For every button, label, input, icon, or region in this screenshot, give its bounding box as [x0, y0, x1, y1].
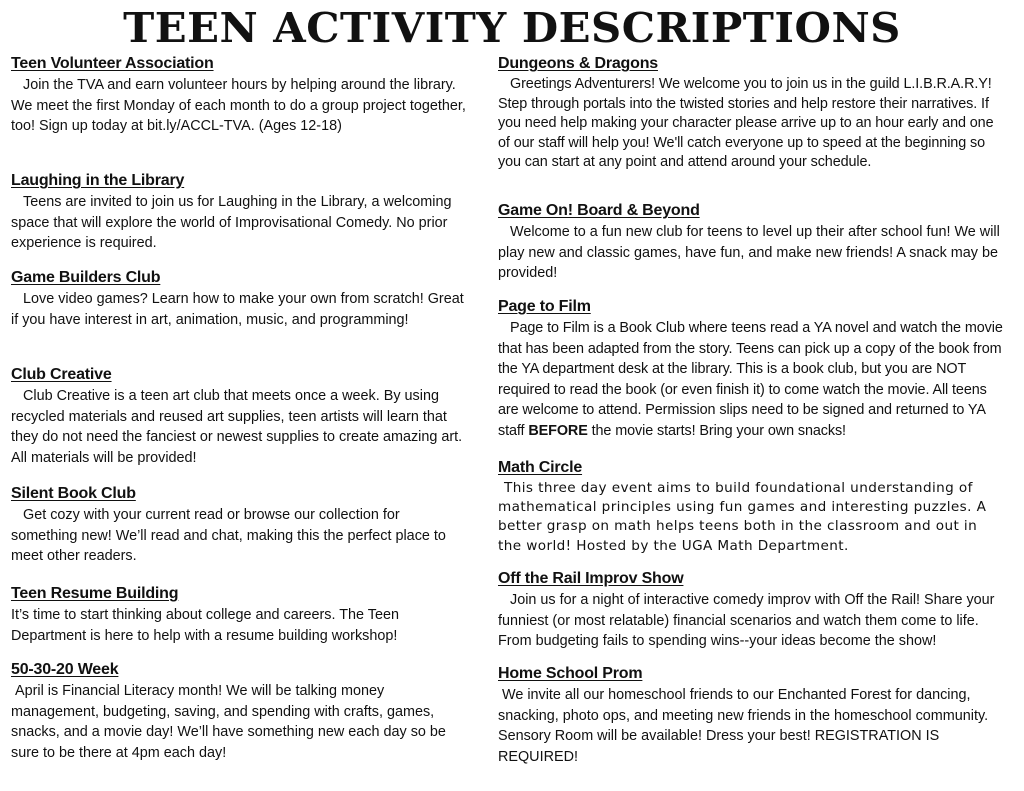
- page-title: TEEN ACTIVITY DESCRIPTIONS: [123, 4, 901, 52]
- section-heading: 50-30-20 Week: [11, 661, 119, 678]
- section-heading: Off the Rail Improv Show: [498, 570, 684, 587]
- section-heading: Teen Volunteer Association: [11, 55, 214, 72]
- section-description: [498, 318, 1003, 442]
- section-description: This three day event aims to build foundational understanding of mathematical principles using fun games and interesting puzzles. A better grasp on math helps teens both in the classroom and out in the world! Hosted by the UGA Math Department.: [498, 480, 987, 554]
- section-description: We invite all our homeschool friends to our Enchanted Forest for dancing, snacking, photo ops, and meeting new friends in the homeschool community. Sensory Room will be available! Dress your best! REGISTRATION IS REQUIRED!: [498, 687, 989, 765]
- section-heading: Game On! Board & Beyond: [498, 202, 700, 219]
- section-heading: Math Circle: [498, 459, 583, 476]
- section-description: Club Creative is a teen art club that meets once a week. By using recycled materials and reused art supplies, teen artists will learn that they do not need the fanciest or newest supplies to create amazing art. All materials will be provided!: [11, 388, 463, 466]
- section-heading: Laughing in the Library: [11, 172, 185, 189]
- section-heading: Home School Prom: [498, 665, 643, 682]
- section-description: It’s time to start thinking about college and careers. The Teen Department is here to help with a resume building workshop!: [11, 607, 399, 644]
- description-text: the movie starts! Bring your own snacks!: [587, 422, 846, 439]
- section-50-30-20-week: [11, 660, 469, 763]
- section-game-on-board-and-beyond: [498, 201, 1003, 284]
- description-text: Page to Film is a Book Club where teens read a YA novel and watch the movie that has been adapted from the story. Teens can pick up a copy of the book from the YA department desk at the library. This is a book club, but you are NOT required to read the book (or even finish it) to come watch the movie. All teens are welcome to attend. Permission slips need to be signed and returned to YA staff: [498, 320, 1003, 439]
- section-heading: Game Builders Club: [11, 269, 161, 286]
- section-description: Join us for a night of interactive comedy improv with Off the Rail! Share your funniest (or most relatable) financial scenarios and watch them come to life. From budgeting fails to spending wins--your ideas become the show!: [498, 592, 995, 650]
- section-description: Greetings Adventurers! We welcome you to join us in the guild L.I.B.R.A.R.Y! Step through portals into the twisted stories and help restore their narratives. If you need help making your character please arrive up to an hour early and one of our staff will help you! We'll catch everyone up to speed at the beginning so you can start at any point and attend around your schedule.: [498, 76, 994, 171]
- section-game-builders-club: [11, 268, 469, 330]
- section-heading: Club Creative: [11, 366, 112, 383]
- section-heading: Page to Film: [498, 298, 591, 315]
- section-laughing-in-the-library: [11, 171, 469, 254]
- section-off-the-rail-improv-show: [498, 569, 1003, 652]
- section-description: Welcome to a fun new club for teens to level up their after school fun! We will play new and classic games, have fun, and make new friends! A snack may be provided!: [498, 224, 1000, 282]
- section-teen-resume-building: [11, 584, 469, 646]
- section-math-circle: [498, 458, 1003, 556]
- section-heading: Silent Book Club: [11, 485, 136, 502]
- section-description: Get cozy with your current read or browse our collection for something new! We’ll read and chat, making this the perfect place to meet other readers.: [11, 507, 446, 565]
- section-page-to-film: [498, 297, 1003, 442]
- section-description: Teens are invited to join us for Laughing in the Library, a welcoming space that will explore the world of Improvisational Comedy. No prior experience is required.: [11, 194, 452, 252]
- section-description: Join the TVA and earn volunteer hours by helping around the library. We meet the first Monday of each month to do a group project together, too! Sign up today at bit.ly/ACCL-TVA. (Ages 12-18): [11, 77, 466, 135]
- section-silent-book-club: [11, 484, 469, 567]
- section-teen-volunteer-association: [11, 54, 469, 137]
- section-club-creative: [11, 365, 469, 468]
- section-home-school-prom: [498, 664, 1003, 767]
- section-heading: Dungeons & Dragons: [498, 55, 658, 72]
- emphasis-text: BEFORE: [528, 422, 588, 439]
- section-description: April is Financial Literacy month! We will be talking money management, budgeting, saving, and spending with crafts, games, snacks, and a movie day! We’ll have something new each day so be sure to be there at 4pm each day!: [11, 683, 446, 761]
- section-description: Love video games? Learn how to make your own from scratch! Great if you have interest in art, animation, music, and programming!: [11, 291, 464, 328]
- section-heading: Teen Resume Building: [11, 585, 179, 602]
- section-dungeons-and-dragons: [498, 54, 1003, 173]
